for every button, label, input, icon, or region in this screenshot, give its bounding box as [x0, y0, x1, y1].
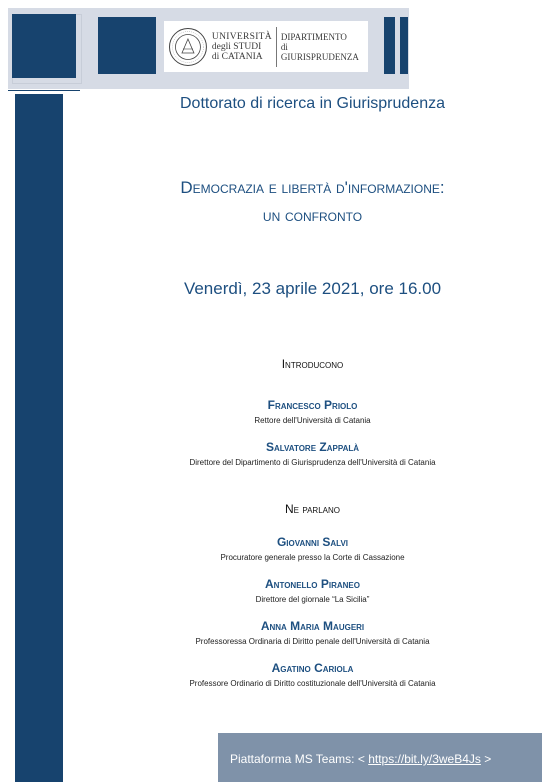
program-title: Dottorato di ricerca in Giurisprudenza — [179, 95, 445, 112]
teams-prefix: Piattaforma MS Teams: < — [230, 752, 365, 766]
department-line1: DIPARTIMENTO — [280, 31, 347, 42]
speaker-role: Direttore del Dipartimento di Giurisprudenza dell'Università di Catania — [189, 458, 436, 467]
department-name — [281, 32, 368, 62]
university-line1: UNIVERSITÀ — [211, 31, 272, 42]
university-line3: di CATANIA — [211, 51, 263, 62]
band-stripe — [98, 17, 156, 74]
event-date: Venerdì, 23 aprile 2021, ore 16.00 — [183, 279, 442, 298]
university-seal-icon — [168, 27, 208, 67]
speaker-role: Rettore dell'Università di Catania — [254, 416, 371, 425]
discussion-heading: Ne parlano — [285, 502, 340, 516]
speaker-name: Giovanni Salvi — [276, 535, 349, 549]
teams-platform-box — [218, 733, 542, 782]
left-bar-rule — [8, 90, 80, 91]
university-logo — [164, 21, 368, 72]
teams-link[interactable]: https://bit.ly/3weB4Js — [368, 752, 481, 766]
band-stripe — [400, 17, 408, 74]
speaker-role: Professore Ordinario di Diritto costituzionale dell'Università di Catania — [189, 679, 436, 688]
university-name — [212, 32, 272, 62]
department-line2: di GIURISPRUDENZA — [280, 41, 359, 62]
speaker-role: Professoressa Ordinaria di Diritto penale dell'Università di Catania — [195, 637, 430, 646]
teams-suffix: > — [484, 752, 492, 766]
speaker-role: Direttore del giornale “La Sicilia” — [255, 595, 370, 604]
speaker-role: Procuratore generale presso la Corte di Cassazione — [220, 553, 405, 562]
band-stripe — [384, 17, 395, 74]
speaker-name: Francesco Priolo — [267, 398, 358, 412]
university-line2: degli STUDI — [211, 41, 262, 52]
introduction-heading: Introducono — [281, 357, 344, 371]
logo-divider — [276, 27, 277, 67]
teams-platform-text — [230, 752, 491, 766]
speaker-name: Antonello Piraneo — [265, 577, 360, 591]
band-square — [12, 14, 76, 78]
event-title-line2: un confronto — [262, 206, 363, 225]
event-title-line1: Democrazia e libertà d'informazione: — [180, 178, 445, 197]
speaker-name: Agatino Cariola — [271, 661, 354, 675]
left-vertical-bar — [15, 94, 63, 782]
speaker-name: Salvatore Zappalà — [265, 440, 360, 454]
speaker-name: Anna Maria Maugeri — [260, 619, 365, 633]
